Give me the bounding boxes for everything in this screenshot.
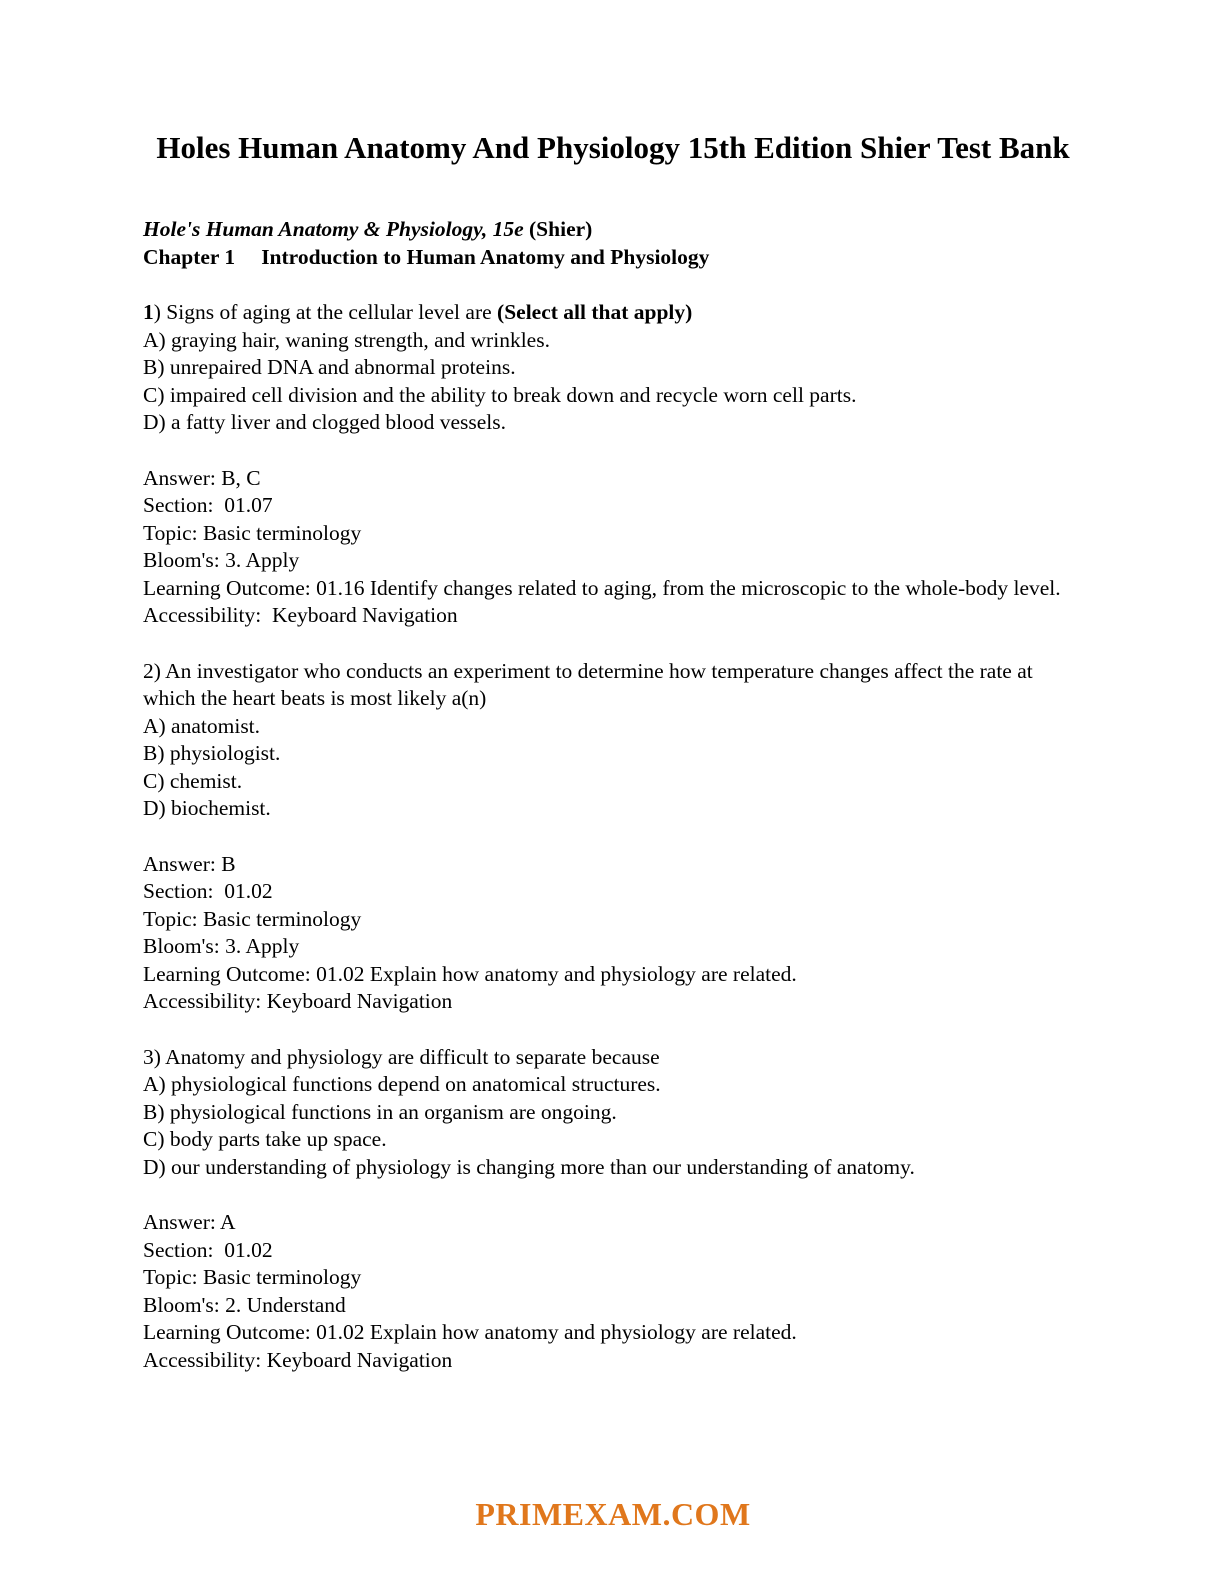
- meta-section: Section: 01.02: [143, 1237, 273, 1262]
- answer-option: C) body parts take up space.: [143, 1127, 387, 1151]
- meta-blooms: Bloom's: 3. Apply: [143, 934, 300, 958]
- answer-option: A) physiological functions depend on anatomical structures.: [143, 1072, 661, 1096]
- answer-option: D) biochemist.: [143, 796, 271, 820]
- question-stem-text: ) Signs of aging at the cellular level are: [153, 300, 498, 324]
- meta-learning-outcome: Learning Outcome: 01.16 Identify changes related to aging, from the microscopic to the whole-body level.: [143, 575, 1061, 600]
- chapter-label: Chapter 1: [143, 244, 236, 269]
- answer-option: C) impaired cell division and the ability to break down and recycle worn cell parts.: [143, 382, 857, 407]
- meta-topic: Topic: Basic terminology: [143, 906, 362, 931]
- question-number: 1: [143, 300, 154, 324]
- meta-accessibility: Accessibility: Keyboard Navigation: [143, 1347, 453, 1372]
- meta-accessibility: Accessibility: Keyboard Navigation: [143, 603, 458, 627]
- question-stem: [143, 658, 1083, 713]
- answer-option: C) chemist.: [143, 768, 243, 793]
- chapter-title: Introduction to Human Anatomy and Physiology: [261, 244, 710, 269]
- question-meta-2: [143, 851, 1083, 1016]
- meta-blooms: Bloom's: 3. Apply: [143, 548, 300, 572]
- question-block-2: [143, 658, 1083, 823]
- chapter-line: [143, 244, 1083, 272]
- book-title-line: [143, 216, 1083, 244]
- answer-option: D) a fatty liver and clogged blood vessels.: [143, 410, 507, 434]
- question-stem-text: ) An investigator who conducts an experiment to determine how temperature changes affect the rate at which the heart beats is most likely a(n): [143, 658, 1039, 710]
- question-number: 3: [143, 1044, 154, 1069]
- answer-option: A) graying hair, waning strength, and wrinkles.: [143, 327, 550, 352]
- answer-option: B) physiologist.: [143, 741, 281, 765]
- meta-answer: Answer: B, C: [143, 465, 261, 490]
- page-title: Holes Human Anatomy And Physiology 15th Edition Shier Test Bank: [156, 130, 1070, 165]
- meta-blooms: Bloom's: 2. Understand: [143, 1292, 346, 1317]
- meta-learning-outcome: Learning Outcome: 01.02 Explain how anatomy and physiology are related.: [143, 961, 797, 986]
- question-stem: [143, 1044, 1083, 1072]
- answer-option: B) unrepaired DNA and abnormal proteins.: [143, 355, 516, 379]
- question-number: 2: [143, 658, 154, 683]
- answer-option: D) our understanding of physiology is changing more than our understanding of anatomy.: [143, 1154, 915, 1179]
- meta-learning-outcome: Learning Outcome: 01.02 Explain how anatomy and physiology are related.: [143, 1320, 797, 1344]
- question-meta-1: [143, 465, 1083, 630]
- book-title: Hole's Human Anatomy & Physiology, 15e: [143, 217, 524, 241]
- question-stem-text: ) Anatomy and physiology are difficult to separate because: [153, 1044, 660, 1069]
- meta-topic: Topic: Basic terminology: [143, 1265, 362, 1289]
- answer-option: A) anatomist.: [143, 713, 261, 738]
- question-stem: [143, 299, 1083, 327]
- question-meta-3: [143, 1209, 1083, 1374]
- watermark-link[interactable]: PRIMEXAM.COM: [475, 1496, 751, 1532]
- page-content: [143, 0, 1083, 1534]
- meta-answer: Answer: A: [143, 1210, 236, 1234]
- book-author: (Shier): [523, 217, 593, 241]
- meta-topic: Topic: Basic terminology: [143, 520, 362, 545]
- meta-answer: Answer: B: [143, 851, 236, 876]
- question-block-1: [143, 299, 1083, 437]
- question-stem-bold: (Select all that apply): [497, 300, 693, 324]
- meta-section: Section: 01.02: [143, 879, 273, 903]
- question-block-3: [143, 1044, 1083, 1182]
- book-header: [143, 216, 1083, 271]
- meta-section: Section: 01.07: [143, 493, 273, 517]
- answer-option: B) physiological functions in an organism are ongoing.: [143, 1099, 617, 1124]
- meta-accessibility: Accessibility: Keyboard Navigation: [143, 989, 453, 1013]
